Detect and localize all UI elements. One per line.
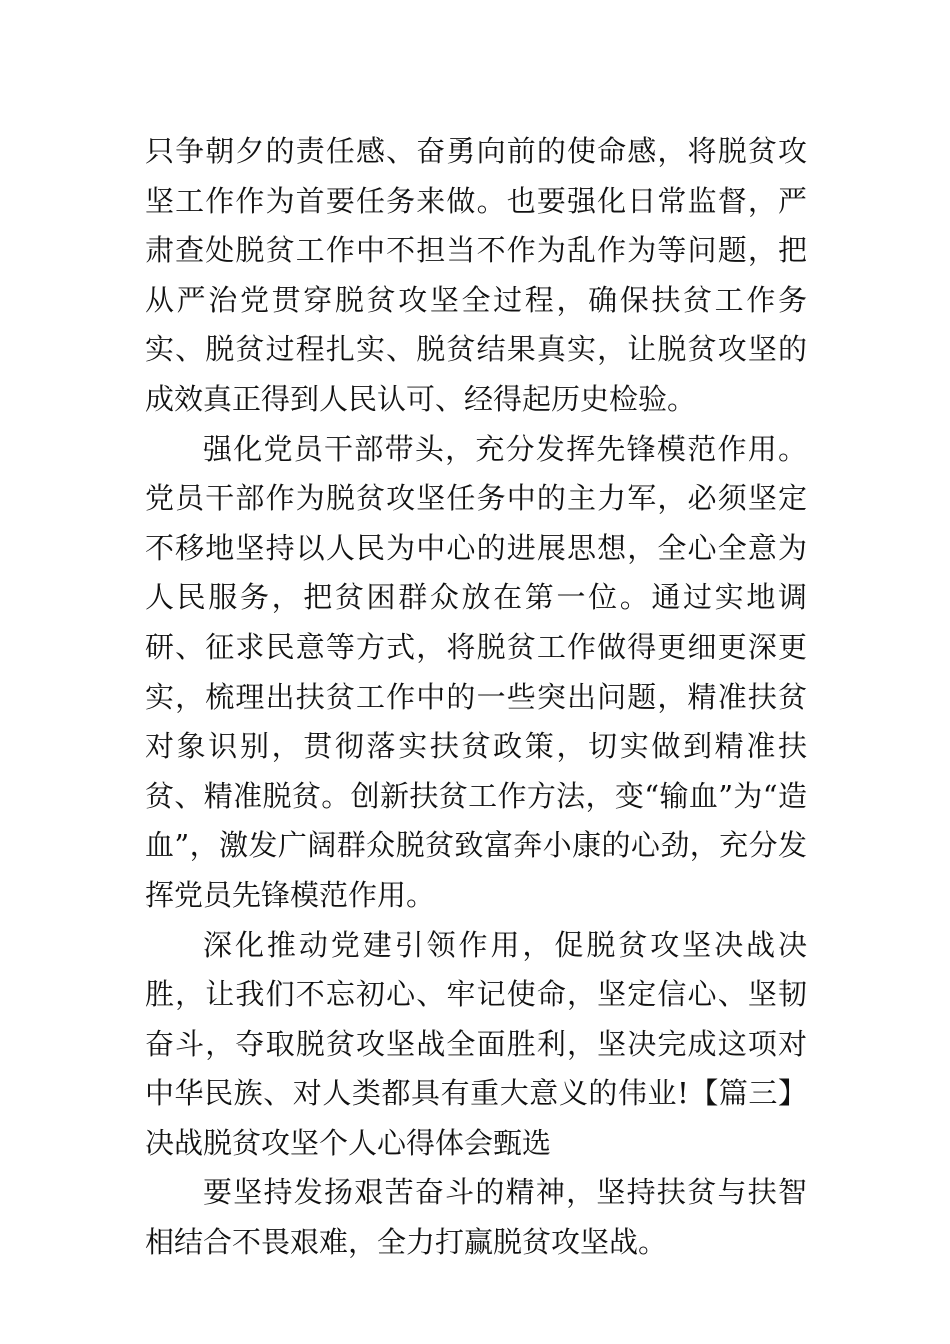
paragraph-3: 深化推动党建引领作用，促脱贫攻坚决战决胜，让我们不忘初心、牢记使命，坚定信心、坚韧奋斗，夺取脱贫攻坚战全面胜利，坚决完成这项对中华民族、对人类都具有重大意义的伟业!【篇三】决战脱贫攻坚个人心得体会甄选 <box>145 927 807 1160</box>
paragraph-1: 只争朝夕的责任感、奋勇向前的使命感，将脱贫攻坚工作作为首要任务来做。也要强化日常监督，严肃查处脱贫工作中不担当不作为乱作为等问题，把从严治党贯穿脱贫攻坚全过程，确保扶贫工作务实、脱贫过程扎实、脱贫结果真实，让脱贫攻坚的成效真正得到人民认可、经得起历史检验。 <box>145 134 807 416</box>
document-body <box>145 127 807 1268</box>
paragraph-2: 强化党员干部带头，充分发挥先锋模范作用。党员干部作为脱贫攻坚任务中的主力军，必须坚定不移地坚持以人民为中心的进展思想，全心全意为人民服务，把贫困群众放在第一位。通过实地调研、征求民意等方式，将脱贫工作做得更细更深更实，梳理出扶贫工作中的一些突出问题，精准扶贫对象识别，贯彻落实扶贫政策，切实做到精准扶贫、精准脱贫。创新扶贫工作方法，变“输血”为“造血”，激发广阔群众脱贫致富奔小康的心劲，充分发挥党员先锋模范作用。 <box>145 431 807 912</box>
paragraph-4: 要坚持发扬艰苦奋斗的精神，坚持扶贫与扶智相结合不畏艰难，全力打赢脱贫攻坚战。 <box>145 1175 807 1260</box>
